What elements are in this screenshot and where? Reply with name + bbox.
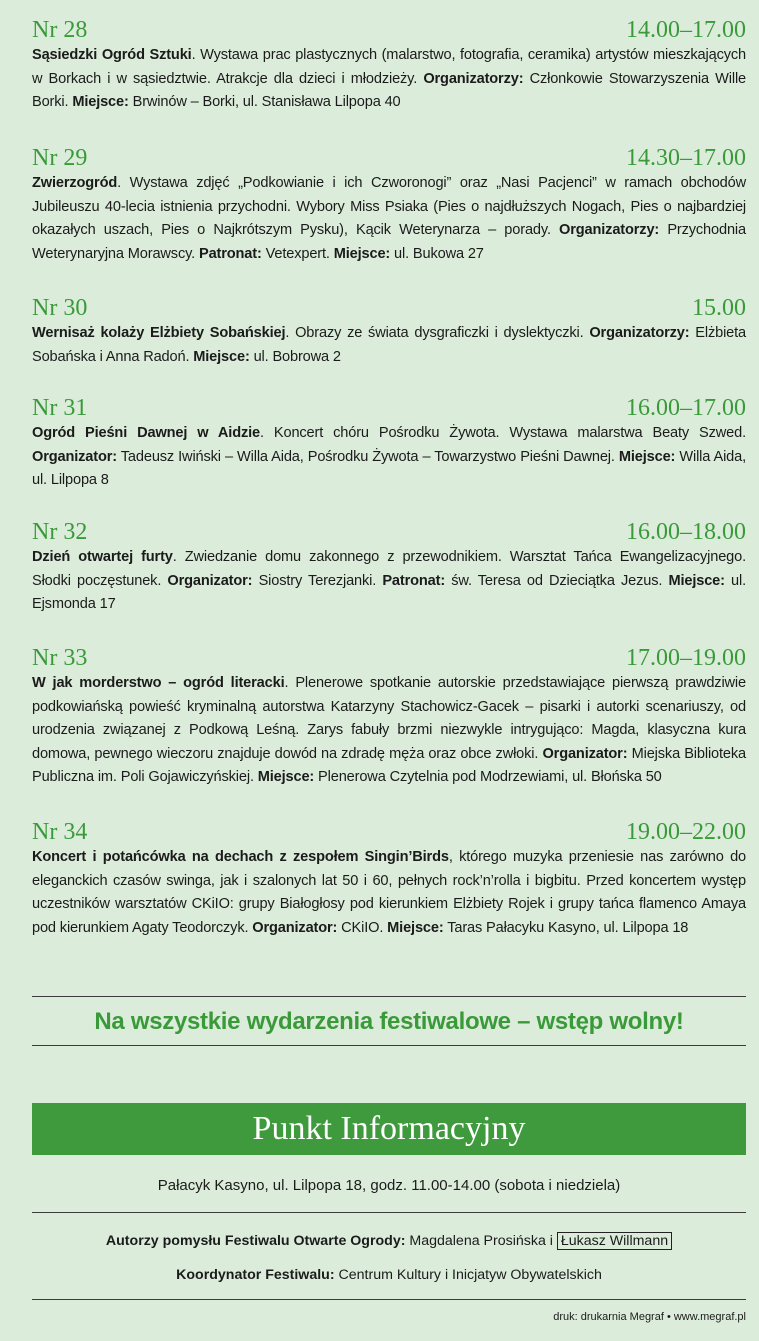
event-number: Nr 28	[32, 17, 88, 43]
event-time: 16.00–17.00	[626, 395, 746, 421]
event-title: Dzień otwartej furty	[32, 549, 173, 565]
event-description	[32, 322, 746, 369]
event-number: Nr 34	[32, 819, 88, 845]
event-text: . Wystawa zdjęć „Podkowianie i ich Czworonogi” oraz „Nasi Pacjenci” w ramach obchodów Jubileuszu 40-lecia istnienia przychodni. Wybory Miss Psiaka (Pies o najdłuższych Nogach, Pies o najbardziej okazałych uszach, Pies o Najkrótszym Pysku), Kącik Weterynarza – porady.	[32, 175, 746, 238]
field-value: ul. Ejsmonda 17	[32, 572, 747, 612]
field-label: Miejsce:	[193, 348, 250, 365]
field-value: Siostry Terezjanki.	[252, 572, 383, 589]
divider-top	[32, 996, 746, 997]
author-name-boxed: Łukasz Willmann	[557, 1232, 672, 1250]
coordinator-label: Koordynator Festiwalu:	[176, 1267, 335, 1283]
field-label: Miejsce:	[72, 94, 129, 110]
event-time: 15.00	[692, 295, 746, 321]
event-text: , którego muzyka przeniesie nas zarówno do eleganckich czasów swinga, jak i szalonych lat 50 i 60, pełnych rock’n’rolla i bigbitu. Przed koncertem występ uczestników warsztatów CKiIO: grupy Białogłosy pod kierunkiem Elżbiety Rojek i grupy tańca flamenco Amaya pod kierunkiem Agaty Teodorczyk.	[32, 849, 746, 936]
event-number: Nr 29	[32, 145, 88, 171]
info-point-title: Punkt Informacyjny	[32, 1103, 746, 1155]
field-value: Tadeusz Iwiński – Willa Aida, Pośrodku Żywota – Towarzystwo Pieśni Dawnej.	[116, 448, 619, 465]
event-title: Zwierzogród	[32, 175, 118, 191]
event-number: Nr 30	[32, 295, 88, 321]
field-value: Brwinów – Borki, ul. Stanisława Lilpopa 40	[128, 94, 401, 110]
event-description	[32, 44, 746, 115]
field-value: Willa Aida, ul. Lilpopa 8	[32, 448, 747, 488]
event-header	[32, 394, 746, 422]
event-32	[32, 518, 746, 617]
field-value: Elżbieta Sobańska i Anna Radoń.	[32, 325, 746, 365]
event-30	[32, 294, 746, 369]
free-entry-notice: Na wszystkie wydarzenia festiwalowe – wstęp wolny!	[94, 1008, 684, 1035]
credits-coordinator	[32, 1264, 746, 1286]
event-29	[32, 144, 746, 266]
event-title: Sąsiedzki Ogród Sztuki	[32, 47, 192, 63]
field-label: Miejsce:	[618, 448, 676, 465]
event-title: Koncert i potańcówka na dechach z zespołem Singin’Birds	[32, 849, 449, 865]
event-header	[32, 644, 746, 672]
field-label: Organizator:	[167, 572, 253, 589]
event-31	[32, 394, 746, 493]
field-value: ul. Bobrowa 2	[249, 348, 341, 365]
coordinator-value: Centrum Kultury i Inicjatyw Obywatelskich	[334, 1267, 602, 1283]
info-point-details: Pałacyk Kasyno, ul. Lilpopa 18, godz. 11.00-14.00 (sobota i niedziela)	[157, 1177, 621, 1194]
field-value: Taras Pałacyku Kasyno, ul. Lilpopa 18	[443, 919, 689, 936]
event-description	[32, 546, 746, 617]
printer-credit: druk: drukarnia Megraf • www.megraf.pl	[553, 1311, 746, 1323]
event-title: Ogród Pieśni Dawnej w Aidzie	[32, 425, 260, 441]
event-description	[32, 422, 746, 493]
event-time: 19.00–22.00	[626, 819, 746, 845]
field-value: ul. Bukowa 27	[390, 245, 484, 262]
event-34	[32, 818, 746, 940]
event-header	[32, 518, 746, 546]
divider-bottom	[32, 1045, 746, 1046]
event-header	[32, 16, 746, 44]
field-value: Miejska Biblioteka Publiczna im. Poli Gojawiczyńskiej.	[32, 745, 746, 785]
field-label: Organizatorzy:	[559, 222, 660, 238]
event-text: . Koncert chóru Pośrodku Żywota. Wystawa malarstwa Beaty Szwed.	[260, 425, 746, 441]
field-label: Organizator:	[32, 448, 117, 465]
event-number: Nr 33	[32, 645, 88, 671]
divider-footer	[32, 1299, 746, 1300]
field-label: Organizatorzy:	[423, 70, 524, 87]
field-value: św. Teresa od Dzieciątka Jezus.	[445, 572, 669, 589]
event-header	[32, 294, 746, 322]
field-value: Plenerowa Czytelnia pod Modrzewiami, ul. Błońska 50	[314, 769, 662, 785]
field-label: Miejsce:	[333, 245, 391, 262]
field-label: Patronat:	[198, 245, 262, 262]
event-28	[32, 16, 746, 115]
field-label: Miejsce:	[387, 919, 444, 936]
divider-credits	[32, 1212, 746, 1213]
event-text: . Zwiedzanie domu zakonnego z przewodnikiem. Warsztat Tańca Ewangelizacyjnego. Słodki poczęstunek.	[32, 549, 746, 589]
field-label: Organizatorzy:	[589, 325, 690, 341]
credits-authors	[32, 1230, 746, 1252]
event-time: 17.00–19.00	[626, 645, 746, 671]
authors-label: Autorzy pomysłu Festiwalu Otwarte Ogrody:	[105, 1233, 406, 1249]
event-text: . Plenerowe spotkanie autorskie przedstawiające pierwszą prawdziwie podkowiańską powieść kryminalną autorstwa Katarzyny Stachowicz-Gacek – pisarki i autorki scenariuszy, od urodzenia związanej z Podkową Leśną. Zarys fabuły brzmi niezwykle intrygująco: Magda, klasyczna kura domowa, pewnego wieczoru znajduje dowód na zdradę męża oraz obce zwłoki.	[32, 675, 746, 762]
event-header	[32, 144, 746, 172]
event-number: Nr 32	[32, 519, 88, 545]
event-header	[32, 818, 746, 846]
event-description	[32, 846, 746, 940]
event-title: Wernisaż kolaży Elżbiety Sobańskiej	[32, 325, 286, 341]
event-text: . Wystawa prac plastycznych (malarstwo, fotografia, ceramika) artystów mieszkających w Borkach i w sąsiedztwie. Atrakcje dla dzieci i młodzieży.	[32, 47, 746, 87]
field-label: Miejsce:	[668, 572, 725, 589]
event-description	[32, 172, 746, 266]
field-value: CKiIO.	[337, 919, 388, 936]
authors-value: Magdalena Prosińska i	[405, 1233, 557, 1249]
field-value: Przychodnia Weterynaryjna Morawscy.	[32, 222, 746, 262]
field-label: Patronat:	[382, 572, 446, 589]
event-text: . Obrazy ze świata dysgraficzki i dyslektyczki.	[285, 325, 590, 341]
event-33	[32, 644, 746, 790]
event-time: 14.30–17.00	[626, 145, 746, 171]
field-label: Organizator:	[252, 919, 338, 936]
event-time: 16.00–18.00	[626, 519, 746, 545]
field-value: Członkowie Stowarzyszenia Wille Borki.	[32, 70, 746, 110]
event-time: 14.00–17.00	[626, 17, 746, 43]
field-label: Miejsce:	[257, 769, 315, 785]
event-number: Nr 31	[32, 395, 88, 421]
field-label: Organizator:	[542, 745, 628, 762]
event-title: W jak morderstwo – ogród literacki	[32, 675, 285, 691]
event-description	[32, 672, 746, 790]
field-value: Vetexpert.	[261, 245, 334, 262]
